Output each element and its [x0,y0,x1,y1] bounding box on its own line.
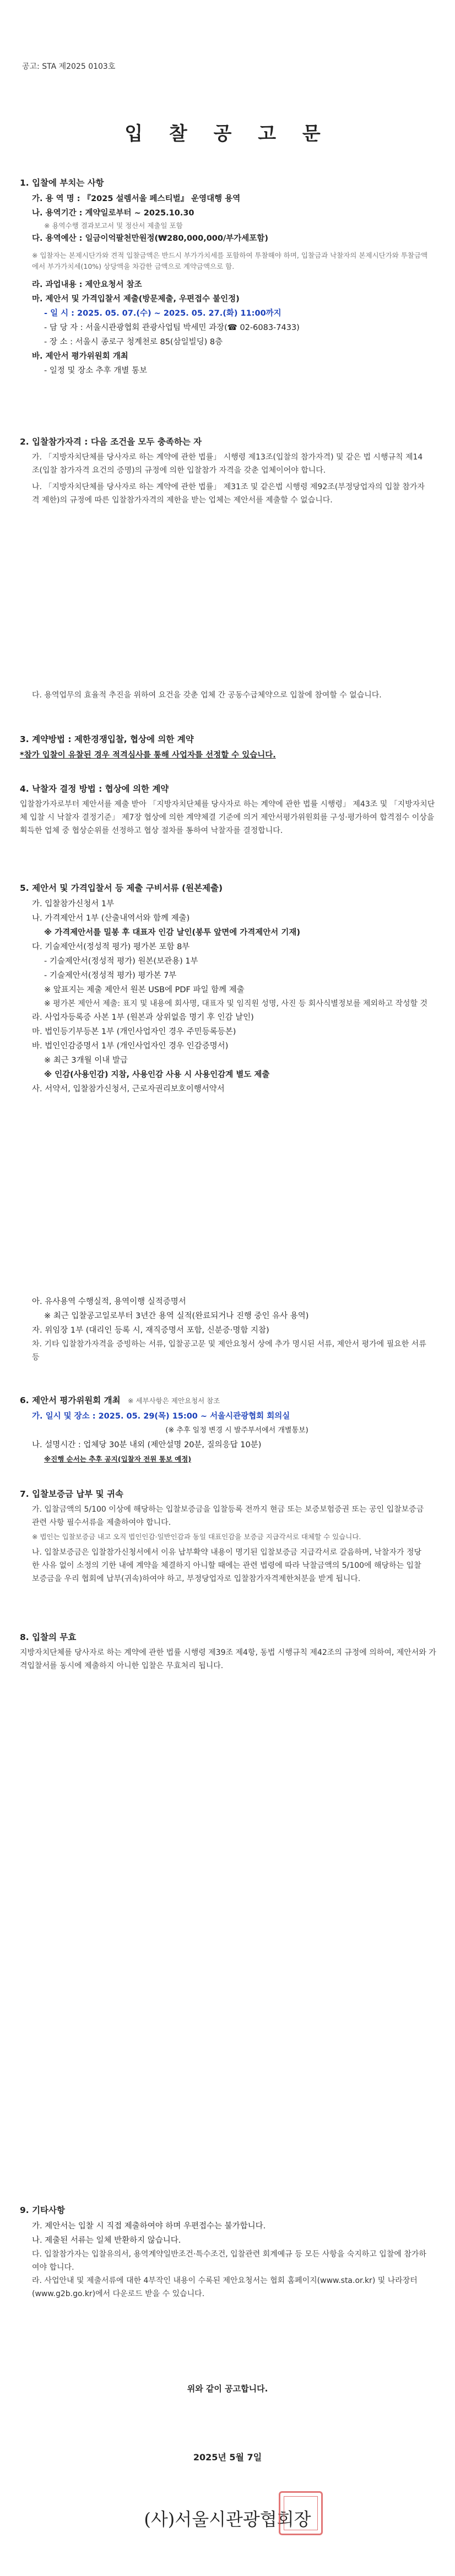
misc-item: 가. 제안서는 입찰 시 직접 제출하여야 하며 우편접수는 불가합니다. [32,2222,266,2231]
deposit-a: 가. 입찰금액의 5/100 이상에 해당하는 입찰보증금을 입찰등록 전까지 현금 또는 보증보험증권 또는 공인 입찰보증금 관련 사항 필수서류을 제출하여야 합니다. [32,1505,424,1527]
service-period-note: ※ 용역수행 결과보고서 및 정산서 제출일 포함 [44,221,183,230]
submission-contact: - 담 당 자 : 서울시관광협회 관광사업팀 박세민 과장(☎ 02-6083-7433) [44,323,300,332]
misc-item: 나. 제출된 서류는 일체 반환하지 않습니다. [32,2236,181,2245]
deposit-b: 나. 입찰보증금은 입찰참가신청서에서 이유 납부확약 내용이 명기된 입찰보증금 지급각서로 갈음하며, 낙찰자가 정당한 사유 없이 소정의 기한 내에 계약을 체결하지 아니할 때에는 관련 법령에 따라 낙찰금액의 5/100에 해당하는 입찰보증금을 우리 협회에 납부(귀속)하여야 하고, 부정당업자로 입찰참가자격제한처분을 받게 됩니다. [32,1548,422,1583]
doc-item: 차. 기타 입찰참가자격을 증빙하는 서류, 입찰공고문 및 제안요청서 상에 추가 명시된 서류, 제안서 평가에 필요한 서류 등 [32,1340,426,1362]
section-3-note: *참가 입찰이 유찰된 경우 적격심사를 통해 사업자를 선정할 수 있습니다. [20,751,276,760]
section-7-heading: 7. 입찰보증금 납부 및 귀속 [20,1489,123,1499]
notice-date: 2025년 5월 7일 [193,2452,262,2463]
doc-item: - 기술제안서(정성적 평가) 평가본 7부 [44,971,177,980]
doc-item: 자. 위임장 1부 (대리인 등록 시, 재직증명서 포함, 신분증·명함 지참) [32,1326,269,1335]
doc-item: ※ 인감(사용인감) 지참, 사용인감 사용 시 사용인감계 별도 제출 [44,1070,270,1079]
doc-item: 나. 가격제안서 1부 (산출내역서와 함께 제출) [32,914,190,923]
section-8-body: 지방자치단체를 당사자로 하는 계약에 관한 법률 시행령 제39조 제4항, 동법 시행규칙 제42조의 규정에 의하여, 제안서와 가격입찰서를 동시에 제출하지 아니한 입찰은 무효처리 됩니다. [20,1648,436,1670]
doc-item: 라. 사업자등록증 사본 1부 (원본과 상위없음 명기 후 인감 날인) [32,1013,254,1022]
service-name: 가. 용 역 명 : 『2025 설렘서울 페스티벌』 운영대행 용역 [32,194,241,203]
doc-item: 마. 법인등기부등본 1부 (개인사업자인 경우 주민등록등본) [32,1027,236,1036]
budget-note: ※ 입찰자는 본제시단가와 견적 입찰금액은 반드시 부가가치세를 포함하여 투찰해야 하며, 입찰금과 낙찰자의 본제시단가와 투찰금액에서 부가가치세(10%) 상당액을 차감한 금액으로 계약금액으로 함. [32,251,428,270]
doc-item: ※ 최근 3개월 이내 발급 [44,1056,128,1065]
section-2-heading: 2. 입찰참가자격 : 다음 조건을 모두 충족하는 자 [20,437,202,447]
section-4-body: 입찰참가자로부터 제안서를 제출 받아 「지방자치단체를 당사자로 하는 계약에 관한 법률 시행령」 제43조 및 「지방자치단체 입찰 시 낙찰자 결정기준」 제7장 협상에 의한 계약체결 기준에 의거 제안서평가위원회를 구성·평가하여 합격점수 이상을 획득한 업체 중 협상순위를 선정하고 협상 절차를 통하여 낙찰자를 결정합니다. [20,800,435,835]
doc-item: ※ 앞표지는 제출 제안서 원본 USB에 PDF 파일 함께 제출 [44,986,245,994]
section-7 [20,1487,438,1585]
section-9 [20,2204,438,2301]
doc-item: - 기술제안서(정성적 평가) 원본(보관용) 1부 [44,957,198,966]
section-6-title: 6. 제안서 평가위원회 개최 [20,1395,121,1405]
submission-heading: 마. 제안서 및 가격입찰서 제출(방문제출, 우편접수 불인정) [32,295,240,304]
service-period: 나. 용역기간 : 계약일로부터 ~ 2025.10.30 [32,209,194,218]
doc-item: 바. 법인인감증명서 1부 (개인사업자인 경우 인감증명서) [32,1042,229,1051]
section-8 [20,1631,438,1673]
submission-period: - 일 시 : 2025. 05. 07.(수) ~ 2025. 05. 27.(화) 11:00까지 [44,309,281,318]
submission-location: - 장 소 : 서울시 종로구 청계천로 85(삼일빌딩) 8층 [44,338,223,347]
eligibility-b: 나. 「지방자치단체를 당사자로 하는 계약에 관한 법률」 제31조 및 같은법 시행령 제92조(부정당업자의 입찰 참가자격 제한)의 규정에 따른 입찰참가자격의 제한을 받는 업체는 제안서를 제출할 수 없습니다. [32,483,425,505]
section-4 [20,782,438,837]
task-content: 라. 과업내용 : 제안요청서 참조 [32,280,142,289]
misc-item: 라. 사업안내 및 제출서류에 대한 4부작인 내용이 수록된 제안요청서는 협회 홈페이지(www.sta.or.kr) 및 나라장터(www.g2b.go.kr)에서 다운로드 받을 수 있습니다. [32,2276,418,2298]
doc-item: 아. 유사용역 수행실적, 용역이행 실적증명서 [32,1297,186,1306]
doc-item: ※ 가격제안서를 밀봉 후 대표자 인감 날인(봉투 앞면에 가격제안서 기재) [44,928,300,937]
service-budget: 다. 용역예산 : 일금이억팔천만원정(₩280,000,000/부가세포함) [32,234,268,243]
eligibility-c: 다. 용역업무의 효율적 추진을 위하여 요건을 갖춘 업체 간 공동수급체약으로 입찰에 참여할 수 없습니다. [32,691,382,700]
doc-item: 가. 입찰참가신청서 1부 [32,900,115,908]
page-title: 입 찰 공 고 문 [124,123,331,145]
issuer-signature: (사)서울시관광협회장 [144,2509,311,2530]
section-6-note: ※ 세부사항은 제안요청서 참조 [128,1397,220,1405]
eligibility-a: 가. 「지방자치단체를 당사자로 하는 계약에 관한 법률」 시행령 제13조(입찰의 참가자격) 및 같은 법 시행규칙 제14조(입찰 참가자격 요건의 증명)의 규정에 의한 입찰참가 자격을 갖춘 업체이어야 합니다. [32,453,423,475]
section-6 [20,1394,438,1466]
deposit-a-note: ※ 법인는 입찰보증금 내고 오직 법인인감·일반인감과 동일 대표인감을 보증금 지급각서로 대체할 수 있습니다. [32,1533,361,1541]
section-3 [20,733,438,762]
section-1-heading: 1. 입찰에 부치는 사항 [20,178,104,188]
evaluation-change-note: (※ 추후 일정 변경 시 발주부서에서 개별통보) [165,1426,308,1435]
closing-statement: 위와 같이 공고합니다. [187,2384,268,2394]
doc-item: 다. 기술제안서(정성적 평가) 평가본 포함 8부 [32,943,190,951]
section-4-heading: 4. 낙찰자 결정 방법 : 협상에 의한 계약 [20,784,169,794]
seal-inner-frame [284,2496,318,2530]
section-5-cont [20,1295,438,1364]
section-2-c [20,689,438,702]
section-2 [20,435,438,507]
order-note: ※진행 순서는 추후 공지(입찰자 전원 통보 예정) [44,1455,192,1463]
evaluation-committee: 바. 제안서 평가위원회 개최 [32,352,128,361]
doc-item: 사. 서약서, 입찰참가신청서, 근로자권리보호이행서약서 [32,1085,225,1094]
misc-item: 다. 입찰참가자는 입찰유의서, 용역계약일반조건·특수조건, 입찰관련 회계예규 등 모든 사항을 숙지하고 입찰에 참가하여야 합니다. [32,2250,426,2272]
section-3-heading: 3. 계약방법 : 제한경쟁입찰, 협상에 의한 계약 [20,734,194,744]
section-6-heading [20,1394,438,1406]
section-9-heading: 9. 기타사항 [20,2205,65,2215]
seal-stamp-icon [279,2491,323,2535]
doc-item: ※ 평가본 제안서 제출: 표지 및 내용에 회사명, 대표자 및 임직원 성명, 사진 등 회사식별정보를 제외하고 작성할 것 [44,999,428,1008]
notice-reference: 공고: STA 제2025 0103호 [22,62,116,71]
section-8-heading: 8. 입찰의 무효 [20,1632,77,1642]
presentation-time: 나. 설명시간 : 업체당 30분 내외 (제안설명 20분, 질의응답 10분) [32,1441,262,1449]
section-1 [20,176,438,378]
evaluation-date-place: 가. 일시 및 장소 : 2025. 05. 29(목) 15:00 ~ 서울시관광협회 회의실 [32,1412,290,1421]
section-5 [20,881,438,1096]
evaluation-schedule: - 일정 및 장소 추후 개별 통보 [44,366,147,375]
section-5-heading: 5. 제안서 및 가격입찰서 등 제출 구비서류 (원본제출) [20,883,223,893]
doc-item: ※ 최근 입찰공고일로부터 3년간 용역 실적(완료되거나 진행 중인 유사 용역) [44,1312,309,1321]
